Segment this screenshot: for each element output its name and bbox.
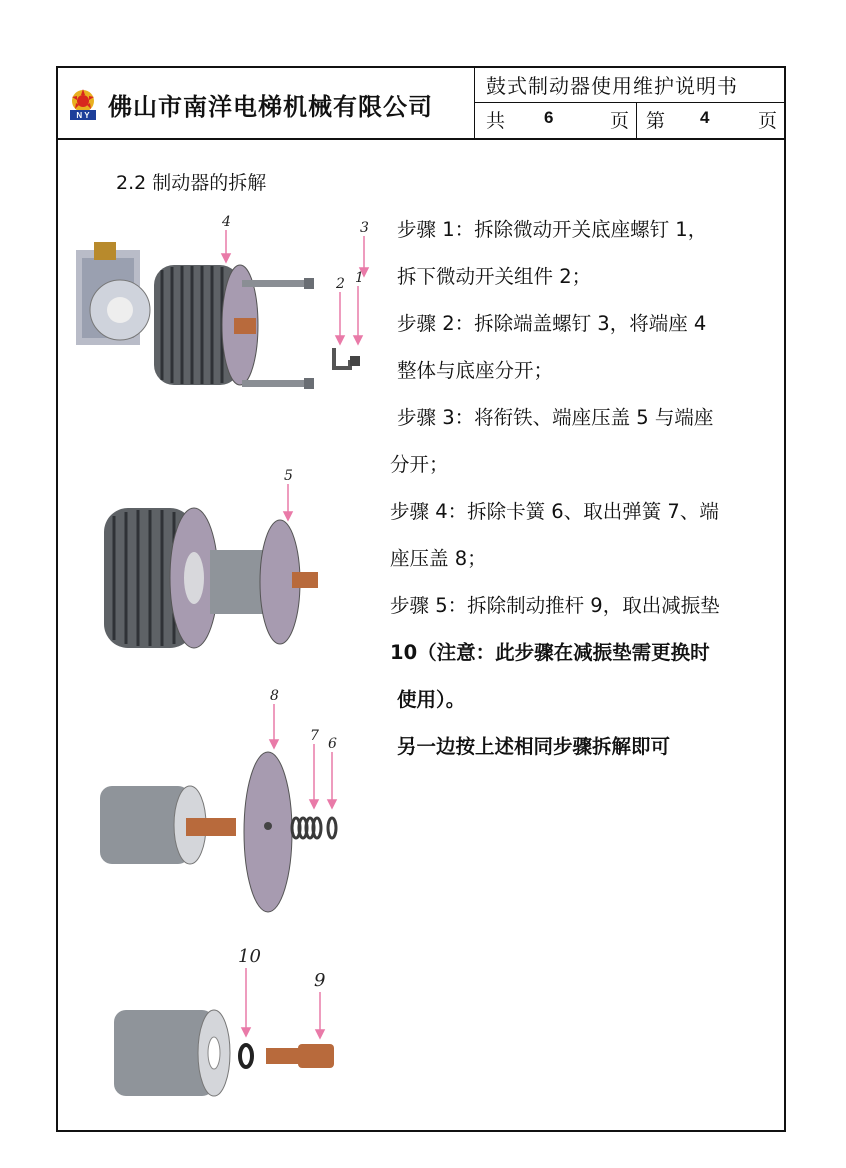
fig4-label-9: 9 bbox=[314, 970, 326, 991]
step-line: 拆下微动开关组件 2； bbox=[397, 265, 592, 288]
total-pages: 6 bbox=[544, 108, 554, 127]
fig1-label-2: 2 bbox=[336, 276, 345, 292]
steps-text bbox=[390, 206, 785, 770]
figure-step-1 bbox=[76, 210, 376, 410]
fig3-label-7: 7 bbox=[310, 728, 319, 744]
company-name: 佛山市南洋电梯机械有限公司 bbox=[108, 91, 433, 121]
page-frame bbox=[56, 66, 786, 1132]
header-right-divider bbox=[474, 102, 784, 103]
step-line: 步骤 5：拆除制动推杆 9，取出减振垫 bbox=[390, 594, 720, 617]
figure-step-2 bbox=[98, 468, 338, 668]
step-line: 步骤 4：拆除卡簧 6、取出弹簧 7、端 bbox=[390, 500, 719, 523]
document-title: 鼓式制动器使用维护说明书 bbox=[486, 74, 738, 98]
step-line: 分开； bbox=[390, 453, 449, 476]
figure-step-3 bbox=[96, 686, 356, 916]
fig3-label-6: 6 bbox=[328, 736, 337, 752]
step-final: 另一边按上述相同步骤拆解即可 bbox=[397, 735, 671, 758]
step-line: 座压盖 8； bbox=[390, 547, 487, 570]
fig4-label-10: 10 bbox=[238, 946, 261, 967]
fig3-label-8: 8 bbox=[270, 688, 279, 704]
step-note: 10（注意：此步骤在减振垫需更换时 bbox=[390, 641, 710, 664]
current-unit: 页 bbox=[758, 110, 778, 132]
total-unit: 页 bbox=[610, 110, 630, 132]
logo-text: N Y bbox=[76, 111, 90, 120]
header-vertical-divider bbox=[474, 68, 475, 138]
current-label: 第 bbox=[646, 110, 666, 132]
header-divider bbox=[58, 138, 784, 140]
step-note: 使用）。 bbox=[397, 688, 466, 711]
figure-step-4 bbox=[110, 936, 370, 1116]
section-title: 2.2 制动器的拆解 bbox=[116, 172, 267, 194]
step-line: 步骤 1：拆除微动开关底座螺钉 1， bbox=[397, 218, 708, 241]
step-line: 整体与底座分开； bbox=[397, 359, 554, 382]
current-page: 4 bbox=[700, 108, 710, 127]
page-cell-divider bbox=[636, 102, 637, 138]
fig1-label-1: 1 bbox=[355, 270, 364, 286]
fig1-label-3: 3 bbox=[360, 220, 369, 236]
company-block bbox=[66, 82, 433, 126]
fig2-label-5: 5 bbox=[284, 468, 293, 484]
total-label: 共 bbox=[486, 110, 506, 132]
step-line: 步骤 3：将衔铁、端座压盖 5 与端座 bbox=[397, 406, 714, 429]
step-line: 步骤 2：拆除端盖螺钉 3，将端座 4 bbox=[397, 312, 707, 335]
company-logo-icon bbox=[66, 87, 100, 121]
fig1-label-4: 4 bbox=[222, 214, 231, 230]
